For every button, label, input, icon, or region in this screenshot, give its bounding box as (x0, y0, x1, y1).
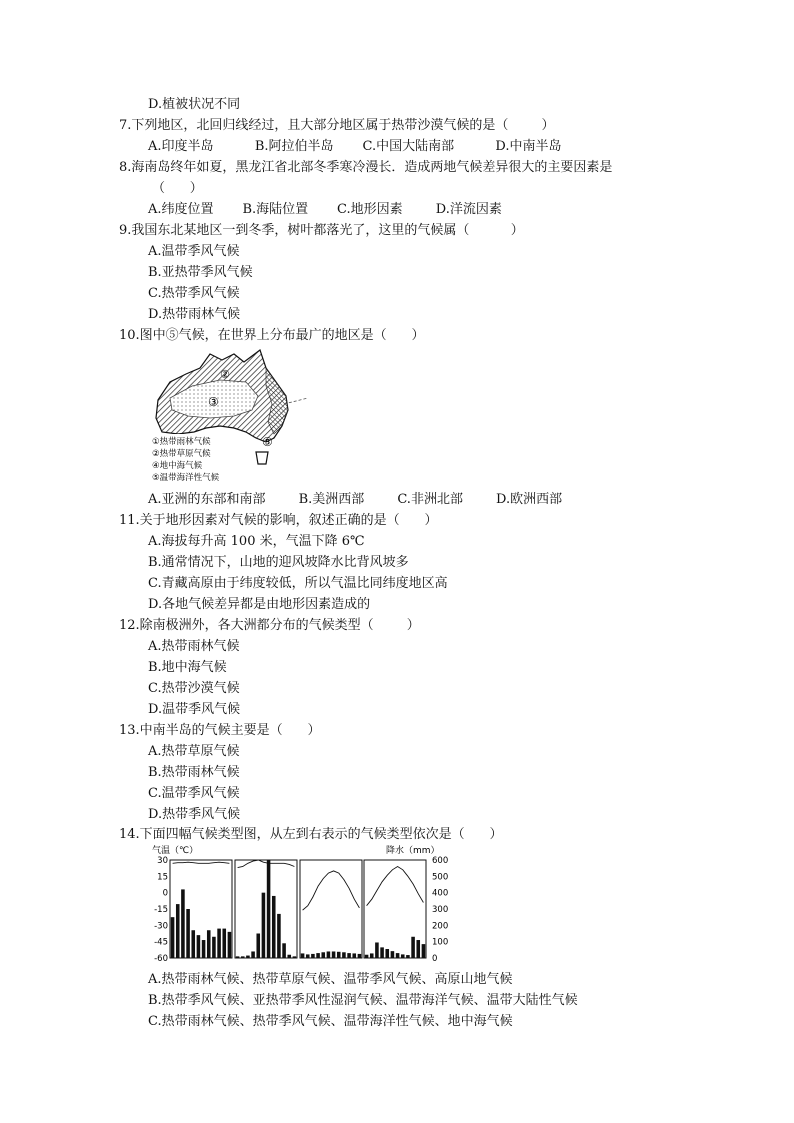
precip-bar (416, 940, 420, 958)
text-line: A.温带季风气候 (148, 244, 240, 259)
temp-tick-label: -60 (154, 954, 168, 962)
precip-bar (272, 896, 276, 958)
precip-bar (311, 954, 315, 958)
precip-bar (228, 932, 232, 958)
precip-bar (207, 930, 211, 958)
precip-bar (406, 955, 410, 958)
text-line: B.通常情况下，山地的迎风坡降水比背风坡多 (148, 555, 409, 570)
precip-bar (222, 929, 226, 958)
map-legend-entry: ⑤温带海洋性气候 (152, 473, 220, 483)
precip-bar (370, 953, 374, 958)
precip-bar (391, 951, 395, 958)
precip-bar (358, 954, 362, 958)
text-line: B.热带雨林气候 (148, 765, 240, 780)
text-line: A.印度半岛 B.阿拉伯半岛 C.中国大陆南部 D.中南半岛 (148, 139, 562, 154)
text-line: 10.图中⑤气候，在世界上分布最广的地区是（ ） (119, 328, 425, 343)
precip-bar (347, 953, 351, 958)
precip-bar (287, 955, 291, 958)
text-line: A.海拔每升高 100 米，气温下降 6℃ (148, 534, 365, 549)
precip-bar (316, 953, 320, 958)
text-line: D.各地气候差异都是由地形因素造成的 (148, 597, 371, 612)
precip-bar (282, 943, 286, 958)
precip-bar (342, 952, 346, 958)
text-line: B.亚热带季风气候 (148, 265, 253, 280)
marker-3: ③ (208, 395, 219, 409)
precip-tick-label: 100 (432, 937, 449, 948)
precip-bar (380, 947, 384, 958)
precip-bar (352, 953, 356, 958)
map-legend-entry: ②热带草原气候 (152, 449, 211, 459)
climate-panel (235, 860, 297, 958)
text-line: A.热带草原气候 (148, 744, 240, 759)
climate-charts-figure (150, 844, 450, 962)
precip-tick-label: 400 (432, 888, 449, 899)
marker-2: ② (220, 368, 230, 381)
text-line: 9.我国东北某地区一到冬季，树叶都落光了，这里的气候属（ ） (119, 223, 524, 238)
precip-bar (176, 904, 180, 958)
precip-bar (301, 953, 305, 958)
text-line: （ ） (152, 181, 203, 196)
precip-bar (217, 929, 221, 958)
precip-bar (262, 893, 266, 958)
map-legend (150, 434, 230, 484)
precip-bar (236, 956, 240, 958)
text-line: A.热带雨林气候 (148, 639, 240, 654)
text-line: D.热带季风气候 (148, 807, 241, 822)
precip-bar (332, 951, 336, 958)
precip-bar (277, 914, 281, 958)
temp-tick-label: 30 (157, 856, 168, 866)
temp-tick-label: -30 (154, 921, 168, 932)
precip-tick-label: 300 (432, 905, 449, 915)
climate-panel (300, 860, 362, 958)
text-line: A.亚洲的东部和南部 B.美洲西部 C.非洲北部 D.欧洲西部 (148, 492, 563, 507)
temp-tick-label: -45 (154, 937, 168, 948)
text-line: B.热带季风气候、亚热带季风性湿润气候、温带海洋气候、温带大陆性气候 (148, 993, 578, 1008)
map-legend-entry: ①热带雨林气候 (152, 437, 211, 447)
text-line: C.热带雨林气候、热带季风气候、温带海洋性气候、地中海气候 (148, 1014, 513, 1029)
text-line: C.青藏高原由于纬度较低，所以气温比同纬度地区高 (148, 576, 448, 591)
precip-bar (401, 954, 405, 958)
text-line: B.地中海气候 (148, 660, 227, 675)
precip-bar (181, 889, 185, 958)
precip-bar (197, 935, 201, 958)
precip-bar (202, 940, 206, 958)
tasmania-shape (256, 452, 268, 464)
text-line: A.纬度位置 B.海陆位置 C.地形因素 D.洋流因素 (148, 202, 502, 217)
precip-bar (251, 951, 255, 958)
precip-bar (267, 860, 271, 958)
precip-bar (256, 934, 260, 959)
map-legend-entry: ④地中海气候 (152, 461, 203, 471)
text-line: 8.海南岛终年如夏，黑龙江省北部冬季寒冷漫长．造成两地气候差异很大的主要因素是 (119, 160, 613, 175)
precip-tick-label: 200 (432, 921, 449, 932)
temp-tick-label: -15 (154, 905, 168, 915)
precip-bar (171, 917, 175, 958)
australia-climate-map (148, 348, 310, 486)
text-line: 13.中南半岛的气候主要是（ ） (119, 723, 321, 738)
text-line: D.植被状况不同 (148, 97, 241, 112)
precip-bar (241, 956, 245, 958)
marker-5: ⑤ (262, 435, 273, 449)
text-line: C.温带季风气候 (148, 786, 240, 801)
precip-bar (306, 954, 310, 958)
precip-bar (293, 956, 297, 958)
temp-tick-label: 15 (157, 872, 168, 883)
precip-bar (191, 930, 195, 958)
text-line: D.温带季风气候 (148, 702, 241, 717)
precip-axis-label: 降水（mm） (386, 846, 440, 856)
precip-tick-label: 0 (432, 954, 438, 962)
precip-tick-label: 500 (432, 872, 449, 883)
precip-bar (375, 942, 379, 958)
precip-bar (246, 956, 250, 958)
temp-tick-label: 0 (162, 888, 168, 899)
precip-bar (327, 951, 331, 958)
precip-bar (396, 953, 400, 958)
text-line: 7.下列地区，北回归线经过，且大部分地区属于热带沙漠气候的是（ ） (119, 118, 555, 133)
precip-bar (321, 952, 325, 958)
precip-bar (212, 937, 216, 958)
precip-bar (337, 952, 341, 958)
precip-bar (411, 937, 415, 958)
precip-bar (422, 944, 426, 958)
text-line: A.热带雨林气候、热带草原气候、温带季风气候、高原山地气候 (148, 972, 513, 987)
text-line: 14.下面四幅气候类型图，从左到右表示的气候类型依次是（ ） (119, 827, 503, 842)
text-line: C.热带季风气候 (148, 286, 240, 301)
temp-axis-label: 气温（℃） (152, 846, 199, 856)
text-line: 11.关于地形因素对气候的影响，叙述正确的是（ ） (119, 513, 438, 528)
precip-bar (186, 909, 190, 958)
text-line: 12.除南极洲外，各大洲都分布的气候类型（ ） (119, 618, 420, 633)
text-line: C.热带沙漠气候 (148, 681, 240, 696)
precip-bar (385, 949, 389, 958)
precip-bar (365, 955, 369, 958)
precip-tick-label: 600 (432, 856, 449, 866)
text-line: D.热带雨林气候 (148, 307, 241, 322)
